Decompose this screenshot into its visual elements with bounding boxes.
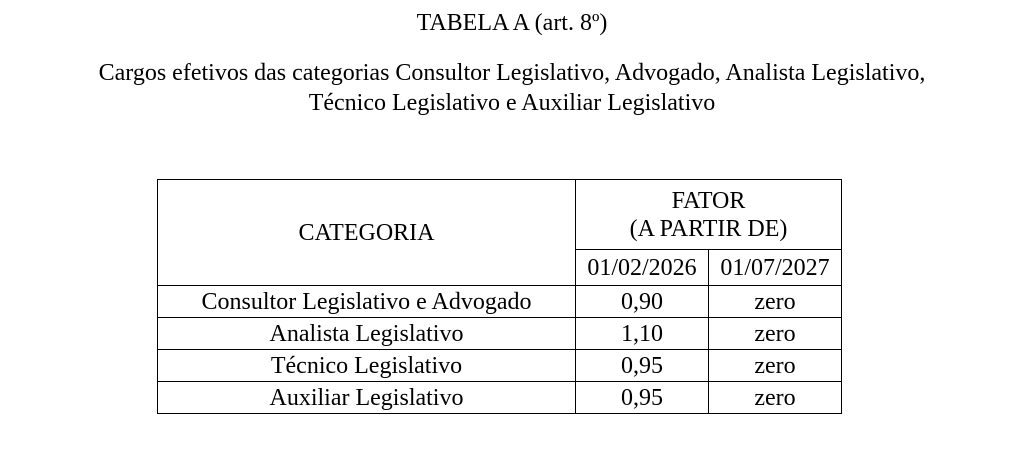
date-header-1: 01/02/2026 [576,250,709,286]
row-category: Auxiliar Legislativo [158,382,576,414]
fator-table [157,179,842,414]
fator-header-line-1: FATOR [671,187,746,214]
row-value-2: zero [709,350,842,382]
table-row [158,286,842,318]
subtitle-line-2: Técnico Legislativo e Auxiliar Legislativo [308,90,716,116]
row-value-2: zero [709,382,842,414]
row-value-1: 0,95 [576,350,709,382]
row-value-1: 0,95 [576,382,709,414]
row-value-2: zero [709,286,842,318]
row-value-1: 1,10 [576,318,709,350]
row-value-2: zero [709,318,842,350]
row-value-1: 0,90 [576,286,709,318]
document-subtitle [0,58,1024,118]
row-category: Técnico Legislativo [158,350,576,382]
fator-header [576,180,842,250]
table-row [158,350,842,382]
subtitle-line-1: Cargos efetivos das categorias Consultor Legislativo, Advogado, Analista Legislativo, [98,60,926,86]
table-row [158,318,842,350]
row-category: Consultor Legislativo e Advogado [158,286,576,318]
table-header-row [158,180,842,250]
table-row [158,382,842,414]
row-category: Analista Legislativo [158,318,576,350]
category-header: CATEGORIA [158,180,576,286]
document-title: TABELA A (art. 8º) [416,10,608,36]
fator-header-line-2: (A PARTIR DE) [629,215,788,242]
date-header-2: 01/07/2027 [709,250,842,286]
